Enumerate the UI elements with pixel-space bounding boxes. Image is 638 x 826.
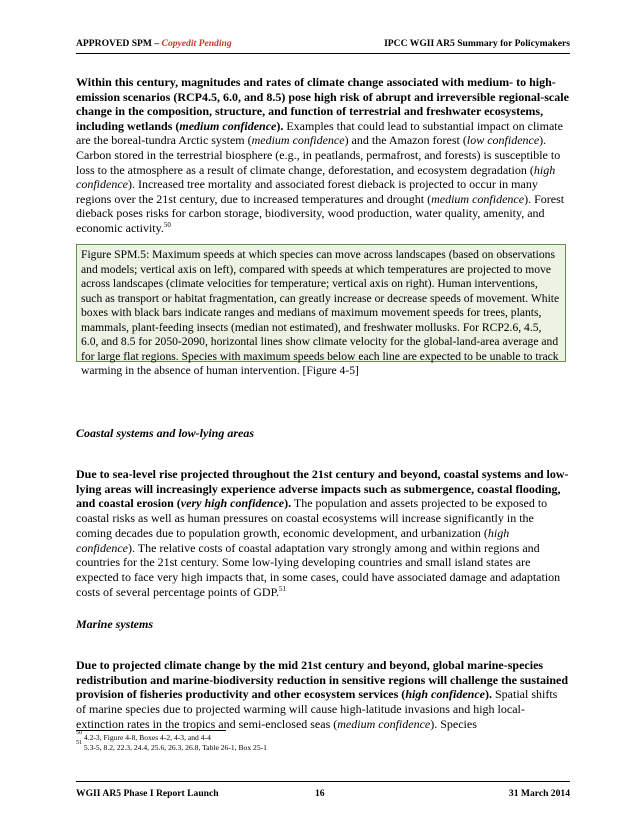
figure-caption-box	[76, 244, 566, 377]
header-rule	[76, 53, 570, 54]
page-header	[76, 38, 570, 52]
footnote-51: $^{51}$ 5.3-5, 8.2, 22.3, 24.4, 25.6, 26.3, 26.8, Table 26-1, Box 25-1	[76, 740, 267, 752]
header-pending: Copyedit Pending	[161, 38, 232, 49]
footnote-ref-51: 51	[278, 584, 286, 593]
footer-rule	[76, 781, 570, 782]
paragraph-coastal: Due to sea-level rise projected throughout the 21st century and beyond, coastal systems and low-lying areas will increasingly experience adverse impacts such as submergence, coastal flooding, and coastal erosion (very high confidence). The population and assets projected to be exposed to coastal risks as well as human pressures on coastal ecosystems will increase significantly in the coming decades due to population growth, economic development, and urbanization (high confidence). The relative costs of coastal adaptation vary strongly among and within regions and countries for the 21st century. Some low-lying developing countries and small island states are expected to face very high impacts that, in some cases, could have associated damage and adaptation costs of several percentage points of GDP.$^{51}$	[76, 467, 569, 599]
figure-caption-text: Figure SPM.5: Maximum speeds at which species can move across landscapes (based on observations and models; vertical axis on left), compared with speeds at which temperatures are projected to move across landscapes (climate velocities for temperature; vertical axis on right). Human interventions, such as transport or habitat fragmentation, can greatly increase or decrease speeds of movement. White boxes with black bars indicate ranges and medians of maximum movement speeds for trees, plants, mammals, plant-feeding insects (median not estimated), and freshwater mollusks. For RCP2.6, 4.5, 6.0, and 8.5 for 2050-2090, horizontal lines show climate velocity for the global-land-area average and for large flat regions. Species with maximum speeds below each line are expected to be unable to track warming in the absence of human intervention. [Figure 4-5]	[81, 248, 560, 377]
header-title: IPCC WGII AR5 Summary for Policymakers	[384, 38, 570, 49]
paragraph-ecosystems: Within this century, magnitudes and rates of climate change associated with medium- to high-emission scenarios (RCP4.5, 6.0, and 8.5) pose high risk of abrupt and irreversible regional-scale change in the composition, structure, and function of terrestrial and freshwater ecosystems, including wetlands (medium confidence). Examples that could lead to substantial impact on climate are the boreal-tundra Arctic system (medium confidence) and the Amazon forest (low confidence). Carbon stored in the terrestrial biosphere (e.g., in peatlands, permafrost, and forests) is susceptible to loss to the atmosphere as a result of climate change, deforestation, and ecosystem degradation (high confidence). Increased tree mortality and associated forest dieback is projected to occur in many regions over the 21st century, due to increased temperatures and drought (medium confidence). Forest dieback poses risks for carbon storage, biodiversity, wood production, water quality, amenity, and economic activity.$^{50}$	[76, 75, 569, 235]
footer-report: WGII AR5 Phase I Report Launch	[76, 788, 219, 799]
section-title-marine: Marine systems	[76, 617, 154, 631]
footnote-50: $^{50}$ 4.2-3, Figure 4-8, Boxes 4-2, 4-3, and 4-4	[76, 730, 211, 742]
footnote-rule	[76, 730, 226, 731]
footnote-ref-50: 50	[163, 220, 171, 229]
section-title-coastal: Coastal systems and low-lying areas	[76, 426, 255, 440]
page-footer	[76, 788, 570, 802]
page-number: 16	[315, 788, 325, 799]
header-status: APPROVED SPM – Copyedit Pending	[76, 38, 232, 49]
paragraph-marine: Due to projected climate change by the mid 21st century and beyond, global marine-species redistribution and marine-biodiversity reduction in sensitive regions will challenge the sustained provision of fisheries productivity and other ecosystem services (high confidence). Spatial shifts of marine species due to projected warming will cause high-latitude invasions and high local-extinction rates in the tropics and semi-enclosed seas (medium confidence). Species	[76, 658, 569, 731]
footer-date: 31 March 2014	[508, 788, 570, 799]
